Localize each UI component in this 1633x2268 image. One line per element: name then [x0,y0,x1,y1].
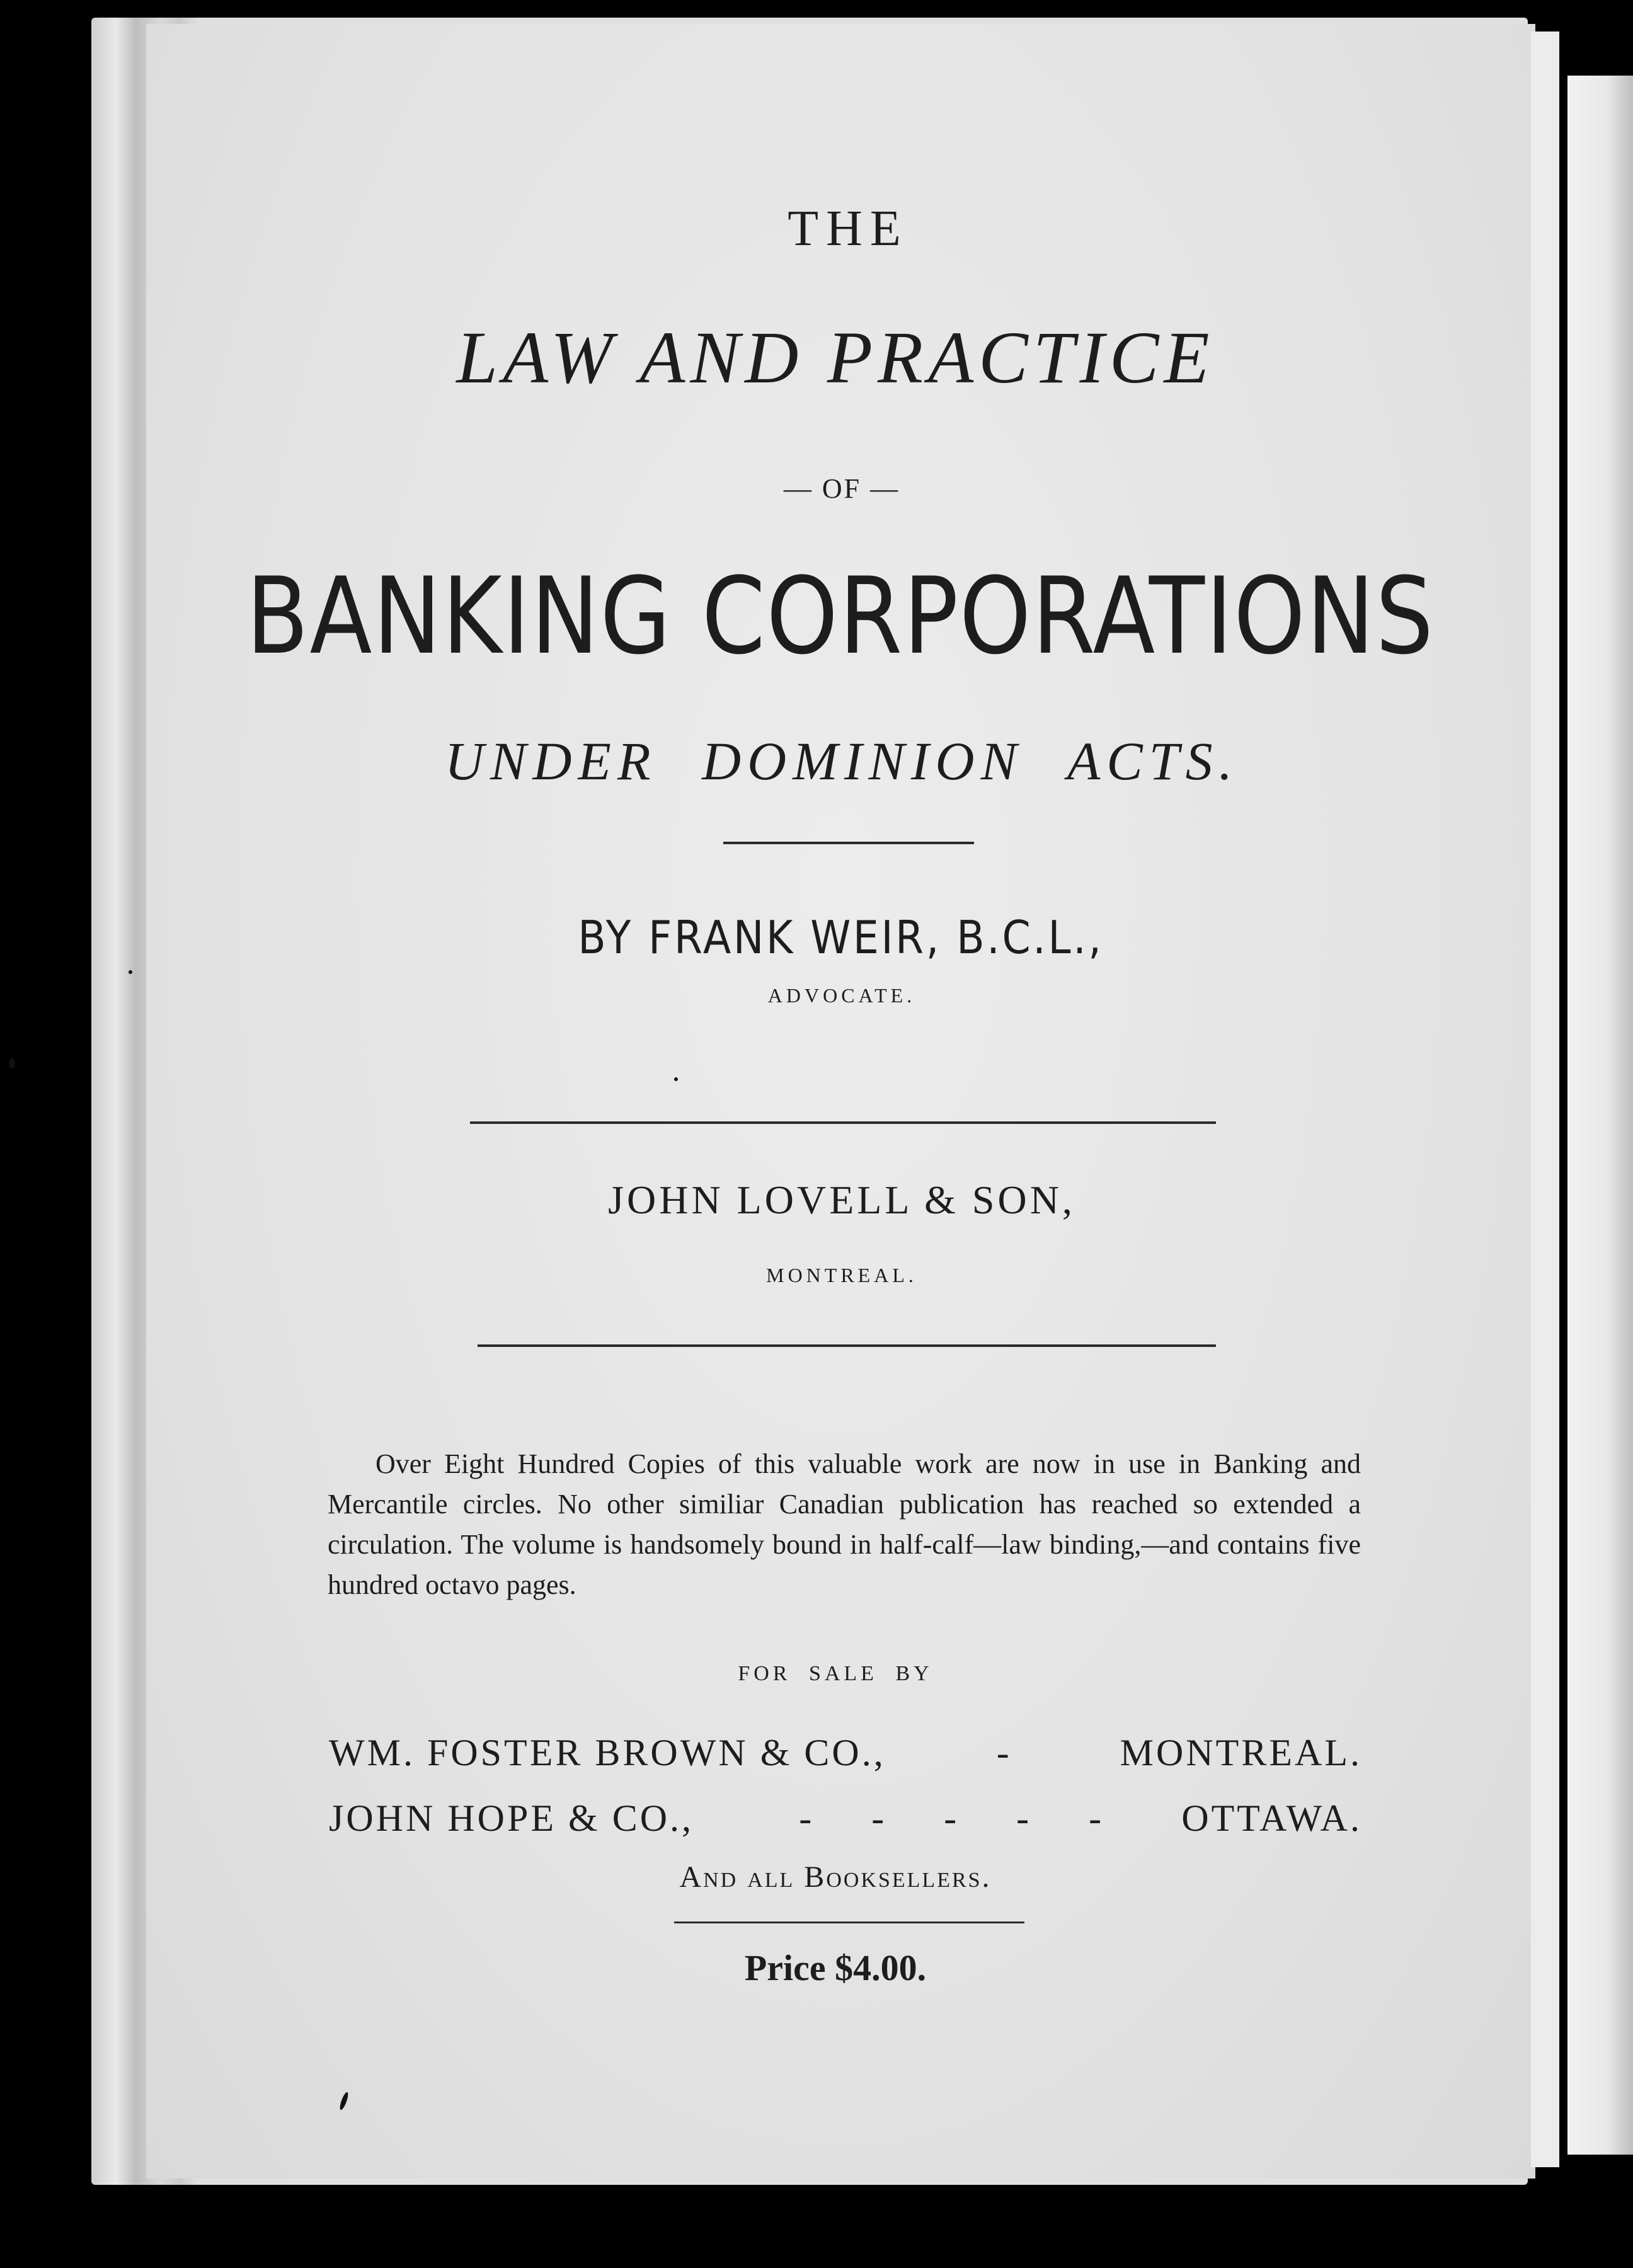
title-subtitle: UNDER DOMINION ACTS. [444,731,1239,791]
scan-speck [9,1058,15,1068]
divider-price [674,1922,1024,1923]
publisher-name: JOHN LOVELL & SON, [608,1177,1075,1222]
author-byline: BY FRANK WEIR, B.C.L., [578,911,1104,964]
description-paragraph [328,1444,1361,1605]
divider-lower [478,1344,1216,1347]
price: Price $4.00. [744,1947,927,1988]
author-role: ADVOCATE. [767,984,916,1007]
seller-row [329,1731,1362,1775]
seller-city: MONTREAL. [1120,1732,1362,1773]
seller-dashes: - - - - - [799,1797,1102,1839]
scan-speck [674,1077,678,1081]
publisher-city: MONTREAL. [766,1264,917,1286]
description-text: Over Eight Hundred Copies of this valuable work are now in use in Banking and Mercantile circles. No other similiar Canadian publication has reached so extended a circulation. The volume is handsomely bound in half-calf—law binding,—and contains five hundred octavo pages. [328,1448,1361,1600]
seller-name: JOHN HOPE & CO., [329,1797,694,1839]
title-of: — OF — [783,473,900,504]
seller-row [329,1797,1362,1840]
all-booksellers: And all Booksellers. [679,1860,992,1894]
seller-dashes: - [996,1732,1009,1773]
title-subject: BANKING CORPORATIONS [246,554,1435,678]
for-sale-heading: FOR SALE BY [738,1662,933,1685]
seller-name: WM. FOSTER BROWN & CO., [329,1732,886,1773]
scan-speck [129,970,132,974]
divider-upper [470,1121,1216,1124]
title-the: THE [788,201,908,256]
title-main: LAW AND PRACTICE [456,316,1215,399]
divider-short [723,842,974,844]
seller-city: OTTAWA. [1181,1797,1362,1839]
